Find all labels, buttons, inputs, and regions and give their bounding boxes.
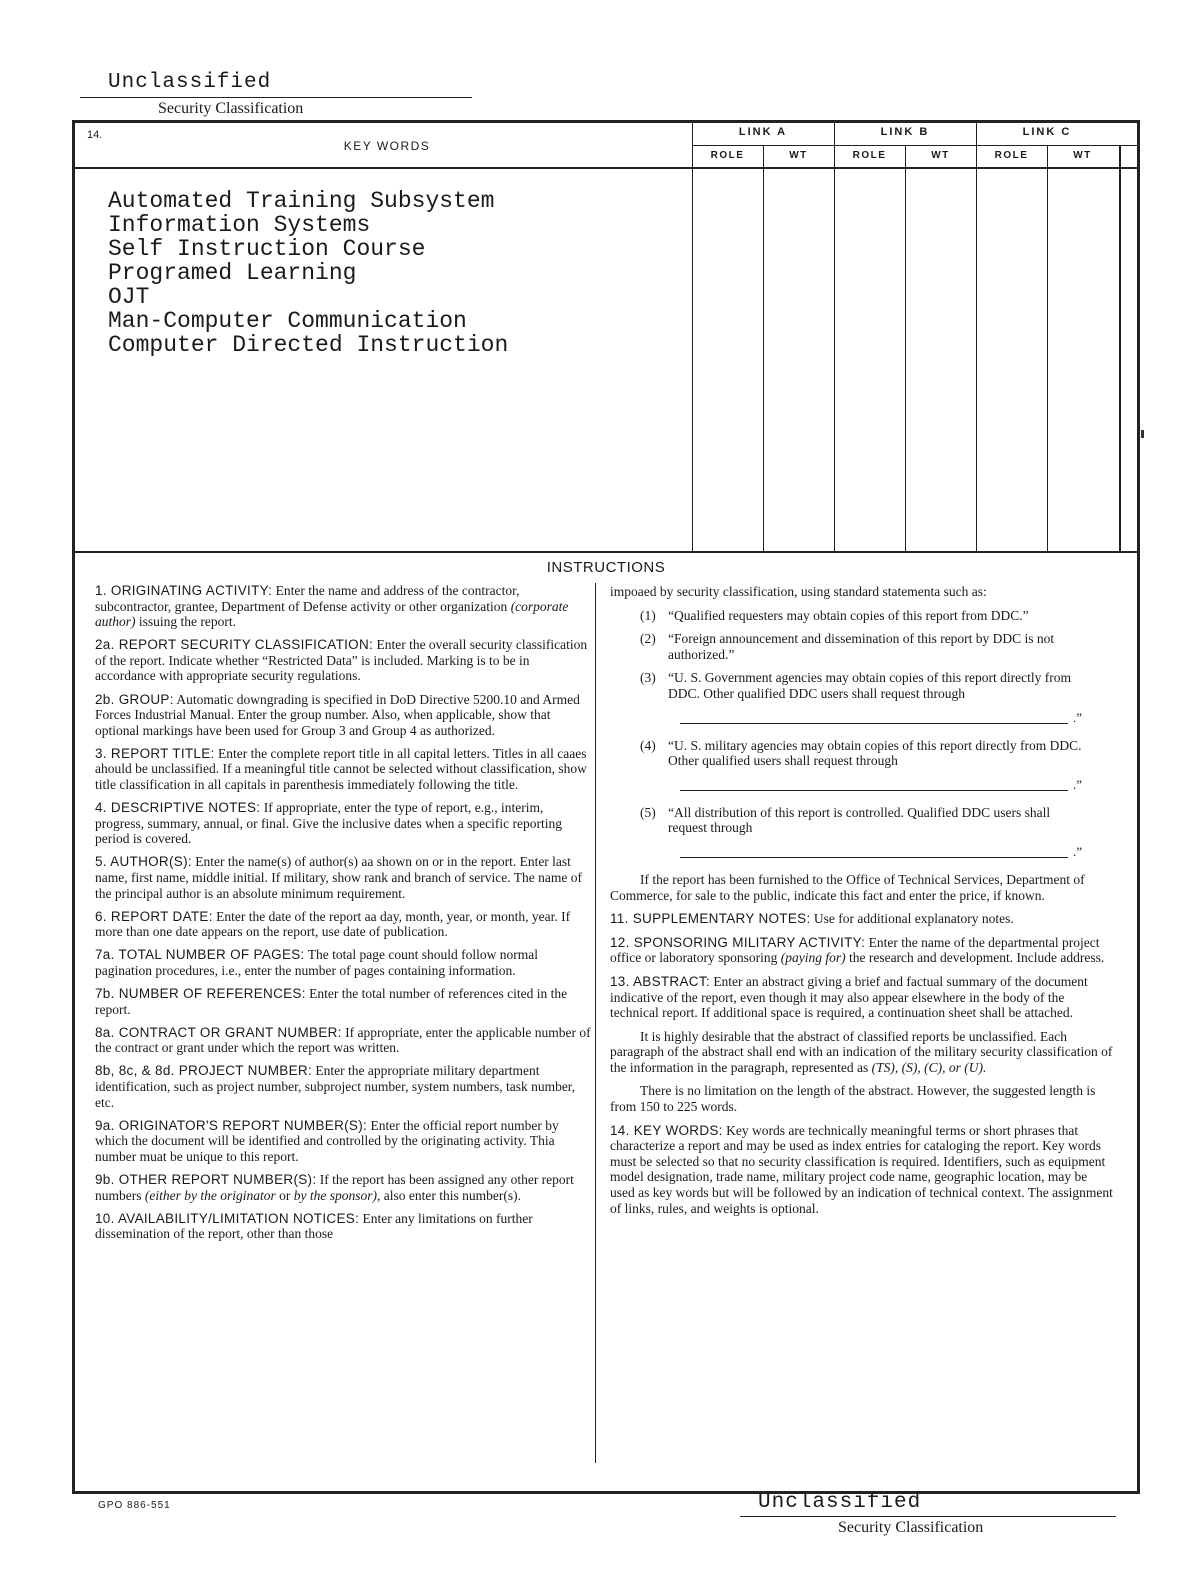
- instruction-text: impoaed by security classification, using standard statementa such as:: [610, 584, 987, 599]
- statement-number: (3): [640, 670, 656, 686]
- classification-value: Unclassified: [740, 1490, 1116, 1517]
- key-word-entry: Programed Learning: [108, 260, 357, 286]
- instruction-paragraph: [95, 1211, 593, 1242]
- instruction-text: Use for additional explanatory notes.: [810, 911, 1014, 927]
- margin-mark: [1141, 430, 1144, 438]
- link-b-role-header: ROLE: [852, 150, 887, 161]
- statement-number: (1): [640, 607, 656, 623]
- instruction-heading: 5. AUTHOR(S):: [95, 854, 192, 870]
- instruction-heading: 9a. ORIGINATOR'S REPORT NUMBER(S):: [95, 1117, 368, 1133]
- instruction-paragraph: [95, 986, 593, 1017]
- statement-text: “Foreign announcement and dissemination of this report by DDC is not authorized.”: [668, 631, 1055, 662]
- link-c-header: LINK C: [1022, 126, 1072, 138]
- instruction-text: the research and development. Include address.: [845, 950, 1105, 966]
- instruction-paragraph: [95, 1172, 593, 1203]
- standard-statement: [610, 631, 1115, 662]
- instruction-paragraph: [95, 583, 593, 630]
- link-b-mid-rule: [905, 145, 906, 551]
- instruction-paragraph: If the report has been furnished to the Office of Technical Services, Department of Commerce, for sale to the public, indicate this fact and enter the price, if known.: [610, 871, 1085, 903]
- instruction-paragraph: [95, 947, 593, 978]
- link-c-left-rule: [976, 123, 977, 551]
- instruction-paragraph: [95, 909, 593, 940]
- instruction-text: Enter the date of the report aa day, month, year, or month, year. If more than one date appears on the report, use date of publication.: [95, 908, 571, 940]
- instruction-text: Enter an abstract giving a brief and factual summary of the document indicative of the report, even though it may also appear elsewhere in the body of the technical report. If additional space is required, a continuation sheet shall be attached.: [610, 973, 1088, 1021]
- instruction-paragraph: [95, 692, 593, 739]
- instruction-paragraph: [95, 854, 593, 901]
- column-divider: [595, 583, 596, 1463]
- key-words-list: [108, 189, 508, 357]
- instruction-heading: 7a. TOTAL NUMBER OF PAGES:: [95, 947, 305, 963]
- instruction-text: It is highly desirable that the abstract of classified reports be unclassified. Each paragraph of the abstract shall end with an indication of the military security classification of the information in the paragraph, represented as: [610, 1028, 1113, 1075]
- link-header-divider: [692, 145, 1137, 146]
- blank-rule: [680, 857, 1068, 858]
- instruction-text: also enter this number(s).: [380, 1187, 521, 1203]
- instruction-text: Enter the total number of references cited in the report.: [95, 986, 568, 1017]
- instruction-text: Enter the name of the departmental project office or laboratory sponsoring: [610, 934, 1100, 966]
- instruction-heading: 12. SPONSORING MILITARY ACTIVITY:: [610, 934, 866, 950]
- link-a-header: LINK A: [738, 126, 788, 138]
- instruction-heading: 6. REPORT DATE:: [95, 908, 213, 924]
- statement-number: (4): [640, 737, 656, 753]
- instruction-heading: 9b. OTHER REPORT NUMBER(S):: [95, 1172, 317, 1187]
- instructions-title: INSTRUCTIONS: [546, 559, 666, 576]
- instruction-text: by the sponsor),: [293, 1187, 381, 1203]
- link-b-wt-header: WT: [931, 150, 950, 161]
- key-word-entry: Self Instruction Course: [108, 236, 426, 262]
- instructions-section: [75, 551, 1137, 1491]
- instruction-text: Enter the complete report title in all capital letters. Titles in all caaes ahould be unclassified. If a meaningful title cannot be selected without classification, show title classification in all capitals in parenthesis immediately following the title.: [95, 745, 587, 793]
- instruction-text: Enter the name and address of the contractor, subcontractor, grantee, Department of Defense activity or other organization: [95, 583, 520, 614]
- gpo-number: GPO 886-551: [98, 1500, 171, 1511]
- instruction-heading: 1. ORIGINATING ACTIVITY:: [95, 583, 273, 598]
- closing-quote: .”: [1072, 709, 1082, 725]
- instruction-heading: 8a. CONTRACT OR GRANT NUMBER:: [95, 1024, 342, 1040]
- instruction-text: (corporate author): [95, 598, 569, 630]
- key-word-entry: OJT: [108, 284, 150, 310]
- instruction-paragraph: [95, 800, 593, 847]
- instruction-text: (TS), (S), (C), or (U).: [871, 1059, 987, 1075]
- instruction-text: Enter the name(s) of author(s) aa shown on or in the report. Enter last name, first name, middle initial. If military, show rank and branch of service. The name of the principal author is an absolute minimum requirement.: [95, 854, 582, 901]
- instruction-heading: 7b. NUMBER OF REFERENCES:: [95, 986, 306, 1002]
- instruction-paragraph: [95, 1025, 593, 1056]
- instruction-heading: 10. AVAILABILITY/LIMITATION NOTICES:: [95, 1210, 360, 1226]
- fill-in-line: [680, 846, 1082, 860]
- blank-rule: [680, 723, 1068, 724]
- statement-text: “Qualified requesters may obtain copies of this report from DDC.”: [668, 607, 1029, 623]
- instruction-paragraph: [95, 637, 593, 684]
- key-word-entry: Man-Computer Communication: [108, 308, 467, 334]
- closing-quote: .”: [1072, 844, 1082, 860]
- block-number: 14.: [87, 129, 103, 141]
- instruction-text: (either by the originator: [144, 1187, 276, 1203]
- instruction-text: Key words are technically meaningful terms or short phrases that characterize a report and may be used as index entries for cataloging the report. Key words must be selected so that no security classification is required. Identifiers, such as equipment model designation, trade name, military project code name, geographic location, may be used as key words but will be followed by an indication of technical context. The assignment of links, rules, and weights is optional.: [610, 1122, 1113, 1216]
- instruction-text: If appropriate, enter the type of report, e.g., interim, progress, summary, annual, or final. Give the inclusive dates when a specific reporting period is covered.: [95, 800, 562, 847]
- key-words-title: KEY WORDS: [343, 139, 431, 153]
- link-a-role-header: ROLE: [710, 150, 745, 161]
- statement-number: (5): [640, 804, 656, 820]
- link-c-mid-rule: [1047, 145, 1048, 551]
- instruction-text: Enter the overall security classification of the report. Indicate whether “Restricted Data” is included. Marking is to be in accordance with appropriate security regulations.: [95, 637, 588, 684]
- key-word-entry: Automated Training Subsystem: [108, 188, 495, 214]
- standard-statement: [610, 738, 1115, 769]
- statement-text: “U. S. Government agencies may obtain copies of this report directly from DDC. Other qualified DDC users shall request through: [668, 670, 1072, 701]
- link-c-wt-header: WT: [1073, 150, 1092, 161]
- classification-value: Unclassified: [80, 70, 472, 98]
- instruction-paragraph: [610, 935, 1115, 966]
- link-a-mid-rule: [763, 145, 764, 551]
- instruction-paragraph: [95, 746, 593, 793]
- instruction-paragraph: There is no limitation on the length of the abstract. However, the suggested length is from 150 to 225 words.: [610, 1083, 1096, 1115]
- instructions-right-column: [610, 584, 1115, 1224]
- instruction-text: Enter the official report number by which the document will be identified and controlled by the originating activity. Thia number muat be unique to this report.: [95, 1117, 559, 1164]
- instruction-text: If appropriate, enter the applicable number of the contract or grant under which the report was written.: [95, 1024, 591, 1056]
- instruction-text: The total page count should follow normal pagination procedures, i.e., enter the number of pages containing information.: [95, 947, 538, 978]
- instruction-text: Enter any limitations on further dissemination of the report, other than those: [95, 1210, 533, 1242]
- instruction-paragraph: [610, 1029, 1115, 1076]
- top-security-classification: [80, 70, 472, 120]
- closing-quote: .”: [1072, 777, 1082, 793]
- fill-in-line: [680, 709, 1082, 726]
- instruction-heading: 11. SUPPLEMENTARY NOTES:: [610, 911, 811, 927]
- link-b-header: LINK B: [880, 126, 930, 138]
- instruction-paragraph: [95, 1118, 593, 1165]
- key-word-entry: Computer Directed Instruction: [108, 332, 509, 358]
- statement-number: (2): [640, 631, 656, 647]
- classification-label: Security Classification: [158, 100, 304, 117]
- fill-in-line: [680, 779, 1082, 793]
- link-b-left-rule: [834, 123, 835, 551]
- bottom-security-classification: [740, 1490, 1116, 1539]
- instruction-heading: 3. REPORT TITLE:: [95, 745, 215, 761]
- instruction-text: Enter the appropriate military department identification, such as project number, subproject number, system numbers, task number, etc.: [95, 1063, 576, 1110]
- statement-text: “All distribution of this report is controlled. Qualified DDC users shall request through: [668, 804, 1051, 836]
- statement-text: “U. S. military agencies may obtain copies of this report directly from DDC. Other qualified users shall request through: [668, 737, 1082, 769]
- instruction-paragraph: [610, 1123, 1115, 1217]
- instruction-heading: 4. DESCRIPTIVE NOTES:: [95, 800, 261, 816]
- instruction-text: If the report has been assigned any other report numbers: [95, 1172, 574, 1203]
- instruction-heading: 2a. REPORT SECURITY CLASSIFICATION:: [95, 637, 374, 653]
- instruction-paragraph: [610, 974, 1115, 1021]
- instruction-text: Automatic downgrading is specified in DoD Directive 5200.10 and Armed Forces Industrial Manual. Enter the group number. Also, when applicable, show that optional markings have been used for Group 3 and Group 4 as authorized.: [95, 691, 580, 738]
- instruction-paragraph: [610, 911, 1115, 927]
- link-c-right-rule: [1119, 145, 1121, 551]
- link-a-wt-header: WT: [789, 150, 808, 161]
- standard-statement: [610, 608, 1115, 624]
- instruction-heading: 2b. GROUP:: [95, 691, 174, 707]
- key-word-entry: Information Systems: [108, 212, 371, 238]
- key-words-header: [75, 123, 1137, 169]
- classification-label: Security Classification: [838, 1519, 984, 1536]
- instruction-heading: 14. KEY WORDS:: [610, 1122, 723, 1138]
- link-a-left-rule: [692, 123, 693, 551]
- standard-statement: [610, 670, 1115, 701]
- key-words-form: [72, 120, 1140, 1494]
- standard-statement: [610, 805, 1115, 836]
- instruction-paragraph: [95, 1063, 593, 1110]
- instruction-heading: 8b, 8c, & 8d. PROJECT NUMBER:: [95, 1063, 313, 1079]
- link-c-role-header: ROLE: [994, 150, 1029, 161]
- blank-rule: [680, 790, 1068, 791]
- instruction-heading: 13. ABSTRACT:: [610, 973, 710, 989]
- instruction-text: or: [275, 1187, 294, 1203]
- instruction-text: (paying for): [780, 950, 846, 966]
- instruction-text: issuing the report.: [135, 614, 236, 630]
- instructions-left-column: [95, 583, 593, 1249]
